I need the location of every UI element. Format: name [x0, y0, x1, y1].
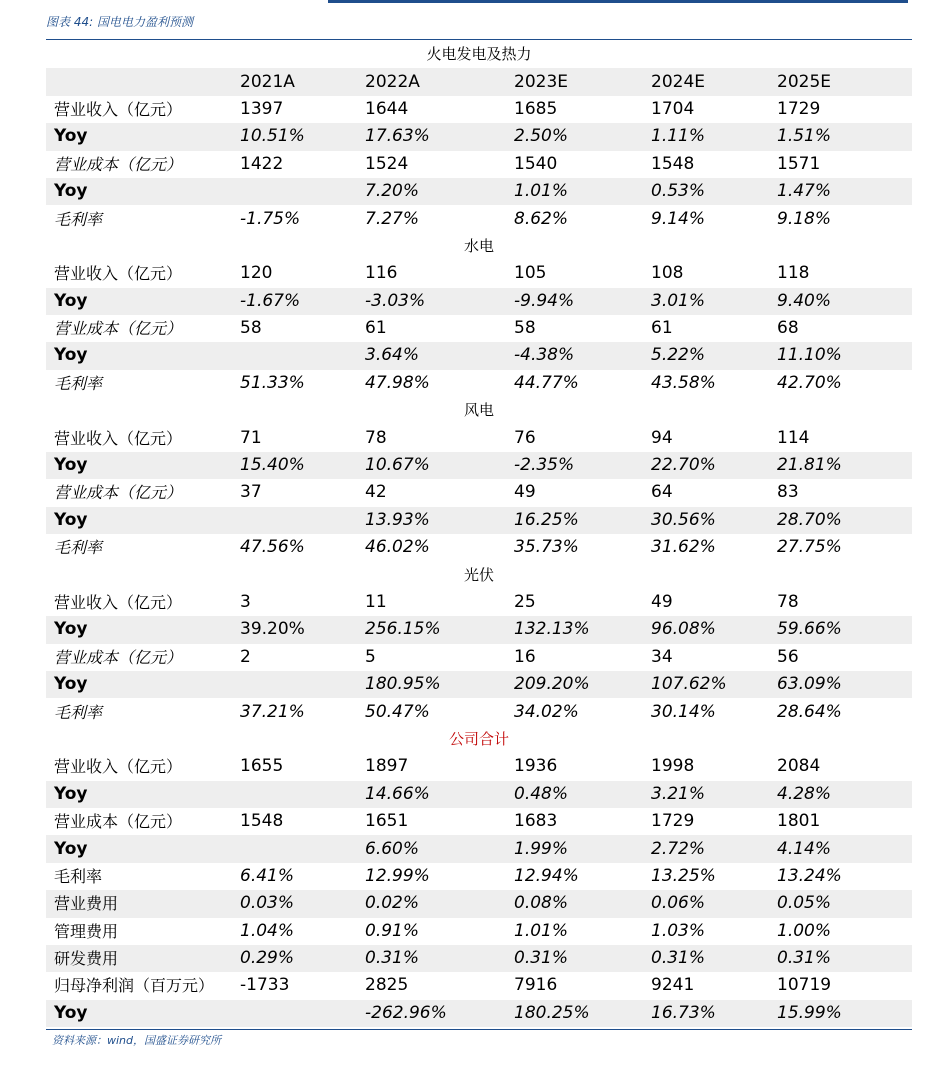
table-row: [46, 424, 912, 451]
value-cell: 118: [777, 263, 810, 284]
source-note: 资料来源：wind，国盛证券研究所: [52, 1034, 222, 1047]
table-row: [46, 342, 912, 369]
value-cell: 1.51%: [771, 123, 912, 150]
value-cell: 3.64%: [359, 342, 508, 369]
year-header-row: [46, 68, 912, 95]
row-label: Yoy: [46, 671, 234, 698]
value-cell: [234, 178, 359, 205]
table-row: [46, 918, 912, 945]
value-cell: 0.02%: [359, 890, 508, 917]
year-header: 2024E: [645, 68, 771, 95]
value-cell: 34.02%: [514, 701, 579, 722]
table-row: [46, 178, 912, 205]
section-title-row: [46, 233, 912, 260]
value-cell: 7916: [514, 975, 558, 996]
value-cell: 1548: [240, 811, 284, 832]
value-cell: 13.24%: [777, 865, 842, 886]
table-body: [46, 41, 912, 1027]
table-row: [46, 534, 912, 561]
top-accent-bar: [328, 0, 908, 3]
value-cell: 49: [514, 482, 536, 503]
row-label: 毛利率: [54, 866, 103, 886]
value-cell: 7.20%: [359, 178, 508, 205]
value-cell: 39.20%: [234, 616, 359, 643]
value-cell: 1644: [365, 98, 409, 119]
value-cell: 78: [365, 427, 387, 448]
row-label: 营业成本（亿元）: [54, 483, 183, 503]
value-cell: 42: [365, 482, 387, 503]
value-cell: 0.08%: [508, 890, 645, 917]
table-row: [46, 507, 912, 534]
value-cell: 13.93%: [359, 507, 508, 534]
value-cell: 61: [365, 318, 387, 339]
value-cell: 9.14%: [651, 208, 706, 229]
value-cell: 2084: [777, 756, 821, 777]
value-cell: 4.14%: [771, 835, 912, 862]
table-row: [46, 260, 912, 287]
row-label: 毛利率: [54, 538, 103, 558]
value-cell: 1936: [514, 756, 558, 777]
table-row: [46, 589, 912, 616]
value-cell: 13.25%: [651, 865, 716, 886]
value-cell: 47.98%: [365, 372, 430, 393]
table-row: [46, 205, 912, 232]
value-cell: 11: [365, 592, 387, 612]
value-cell: 1704: [651, 98, 695, 119]
value-cell: 7.27%: [365, 208, 420, 229]
table-row: [46, 698, 912, 725]
value-cell: 15.99%: [771, 1000, 912, 1027]
value-cell: 0.31%: [508, 945, 645, 972]
table-row: [46, 288, 912, 315]
table-row: [46, 890, 912, 917]
section-title: 火电发电及热力: [426, 45, 532, 64]
section-title-row: [46, 726, 912, 753]
row-label: 营业成本（亿元）: [54, 647, 183, 667]
table-row: [46, 96, 912, 123]
value-cell: 68: [777, 318, 799, 339]
section-title: 风电: [464, 401, 495, 420]
value-cell: 1998: [651, 756, 695, 777]
value-cell: 1540: [514, 153, 558, 174]
value-cell: 8.62%: [514, 208, 569, 229]
section-title: 光伏: [464, 565, 495, 584]
value-cell: 180.95%: [359, 671, 508, 698]
value-cell: 1.11%: [645, 123, 771, 150]
value-cell: -2.35%: [508, 452, 645, 479]
table-bottom-rule: [46, 1029, 912, 1030]
value-cell: 0.48%: [508, 781, 645, 808]
value-cell: -4.38%: [508, 342, 645, 369]
value-cell: 78: [777, 592, 799, 612]
value-cell: 51.33%: [240, 372, 305, 393]
value-cell: 1.03%: [651, 920, 706, 941]
value-cell: 76: [514, 427, 536, 448]
value-cell: 21.81%: [771, 452, 912, 479]
value-cell: 9.40%: [771, 288, 912, 315]
value-cell: 50.47%: [365, 701, 430, 722]
value-cell: 209.20%: [508, 671, 645, 698]
value-cell: 37: [240, 482, 262, 503]
value-cell: 1729: [777, 98, 821, 119]
value-cell: 25: [514, 592, 536, 612]
value-cell: [234, 507, 359, 534]
value-cell: 64: [651, 482, 673, 503]
value-cell: 58: [240, 318, 262, 339]
value-cell: 107.62%: [645, 671, 771, 698]
value-cell: 44.77%: [514, 372, 579, 393]
value-cell: 1729: [651, 811, 695, 832]
value-cell: 1801: [777, 811, 821, 832]
value-cell: 27.75%: [777, 537, 842, 558]
row-label: 毛利率: [54, 373, 103, 393]
value-cell: 6.41%: [240, 865, 295, 886]
row-label: 营业收入（亿元）: [54, 428, 183, 448]
value-cell: 3: [240, 592, 251, 612]
row-label: Yoy: [46, 288, 234, 315]
table-row: [46, 644, 912, 671]
value-cell: 0.31%: [645, 945, 771, 972]
year-header: 2022A: [359, 68, 508, 95]
row-label: Yoy: [46, 1000, 234, 1027]
value-cell: 0.05%: [771, 890, 912, 917]
value-cell: 0.31%: [359, 945, 508, 972]
value-cell: 2: [240, 646, 251, 667]
value-cell: -1733: [240, 975, 290, 996]
row-label: 毛利率: [54, 702, 103, 722]
value-cell: 5: [365, 646, 376, 667]
value-cell: 12.94%: [514, 865, 579, 886]
table-row: [46, 863, 912, 890]
year-header: 2023E: [508, 68, 645, 95]
year-header: 2021A: [234, 68, 359, 95]
value-cell: [234, 342, 359, 369]
value-cell: 1651: [365, 811, 409, 832]
value-cell: 1.01%: [508, 178, 645, 205]
row-label: Yoy: [46, 616, 234, 643]
value-cell: 1397: [240, 98, 284, 119]
section-title: 水电: [464, 236, 495, 255]
value-cell: 114: [777, 427, 810, 448]
value-cell: 2.50%: [508, 123, 645, 150]
value-cell: -1.75%: [240, 208, 301, 229]
value-cell: 2.72%: [645, 835, 771, 862]
row-label: 营业收入（亿元）: [54, 99, 183, 119]
value-cell: 116: [365, 263, 398, 284]
value-cell: 1.99%: [508, 835, 645, 862]
table-row: [46, 616, 912, 643]
row-label: 营业收入（亿元）: [54, 593, 183, 612]
value-cell: 5.22%: [645, 342, 771, 369]
value-cell: 1683: [514, 811, 558, 832]
value-cell: 30.56%: [645, 507, 771, 534]
value-cell: 49: [651, 592, 673, 612]
row-label: 营业收入（亿元）: [54, 264, 183, 284]
value-cell: 10.67%: [359, 452, 508, 479]
table-row: [46, 808, 912, 835]
value-cell: 1685: [514, 98, 558, 119]
value-cell: 31.62%: [651, 537, 716, 558]
value-cell: 105: [514, 263, 547, 284]
value-cell: 6.60%: [359, 835, 508, 862]
value-cell: 15.40%: [234, 452, 359, 479]
value-cell: 3.01%: [645, 288, 771, 315]
value-cell: 30.14%: [651, 701, 716, 722]
table-row: [46, 123, 912, 150]
row-label: Yoy: [46, 835, 234, 862]
value-cell: 63.09%: [771, 671, 912, 698]
table-row: [46, 151, 912, 178]
value-cell: 1.00%: [777, 920, 832, 941]
value-cell: 47.56%: [240, 537, 305, 558]
value-cell: 4.28%: [771, 781, 912, 808]
row-label: 营业成本（亿元）: [54, 154, 183, 174]
value-cell: 1655: [240, 756, 284, 777]
value-cell: 11.10%: [771, 342, 912, 369]
table-row: [46, 452, 912, 479]
value-cell: [234, 835, 359, 862]
value-cell: 61: [651, 318, 673, 339]
value-cell: 1.01%: [514, 920, 569, 941]
value-cell: -9.94%: [508, 288, 645, 315]
table-row: [46, 781, 912, 808]
value-cell: -262.96%: [359, 1000, 508, 1027]
value-cell: 83: [777, 482, 799, 503]
value-cell: 12.99%: [365, 865, 430, 886]
value-cell: 37.21%: [240, 701, 305, 722]
value-cell: 120: [240, 263, 273, 284]
section-title: 公司合计: [449, 729, 510, 748]
value-cell: 108: [651, 263, 684, 284]
value-cell: 1.04%: [240, 920, 295, 941]
table-row: [46, 972, 912, 999]
value-cell: 3.21%: [645, 781, 771, 808]
value-cell: 94: [651, 427, 673, 448]
table-row: [46, 945, 912, 972]
row-label: Yoy: [46, 781, 234, 808]
value-cell: 9.18%: [777, 208, 832, 229]
table-row: [46, 671, 912, 698]
value-cell: 16.25%: [508, 507, 645, 534]
value-cell: 17.63%: [359, 123, 508, 150]
figure-caption: 图表 44: 国电电力盈利预测: [46, 15, 193, 29]
value-cell: 46.02%: [365, 537, 430, 558]
table-row: [46, 1000, 912, 1027]
table-row: [46, 835, 912, 862]
value-cell: 1422: [240, 153, 284, 174]
value-cell: [234, 1000, 359, 1027]
profit-forecast-table: [46, 41, 912, 1027]
value-cell: 71: [240, 427, 262, 448]
value-cell: 35.73%: [514, 537, 579, 558]
value-cell: 1897: [365, 756, 409, 777]
value-cell: 34: [651, 646, 673, 667]
value-cell: 0.29%: [234, 945, 359, 972]
row-label: Yoy: [46, 178, 234, 205]
value-cell: 132.13%: [508, 616, 645, 643]
row-label: 营业收入（亿元）: [54, 757, 183, 777]
value-cell: 10719: [777, 975, 832, 996]
row-label: 归母净利润（百万元）: [54, 976, 215, 996]
row-label: 营业成本（亿元）: [54, 319, 183, 339]
section-title-row: [46, 41, 912, 68]
row-label: Yoy: [46, 342, 234, 369]
value-cell: [234, 781, 359, 808]
value-cell: 2825: [365, 975, 409, 996]
value-cell: 56: [777, 646, 799, 667]
value-cell: 1548: [651, 153, 695, 174]
value-cell: 1.47%: [771, 178, 912, 205]
row-label: Yoy: [46, 507, 234, 534]
row-label: Yoy: [46, 123, 234, 150]
value-cell: -3.03%: [359, 288, 508, 315]
value-cell: 9241: [651, 975, 695, 996]
value-cell: 0.31%: [771, 945, 912, 972]
value-cell: 1524: [365, 153, 409, 174]
value-cell: 96.08%: [645, 616, 771, 643]
value-cell: -1.67%: [234, 288, 359, 315]
value-cell: 14.66%: [359, 781, 508, 808]
value-cell: 28.70%: [771, 507, 912, 534]
row-label: 管理费用: [54, 921, 119, 941]
value-cell: 43.58%: [651, 372, 716, 393]
value-cell: 28.64%: [777, 701, 842, 722]
value-cell: 0.53%: [645, 178, 771, 205]
year-header: 2025E: [771, 68, 912, 95]
value-cell: 58: [514, 318, 536, 339]
value-cell: 59.66%: [771, 616, 912, 643]
table-row: [46, 315, 912, 342]
row-label: Yoy: [46, 452, 234, 479]
value-cell: [234, 671, 359, 698]
row-label: 毛利率: [54, 209, 103, 229]
value-cell: 180.25%: [508, 1000, 645, 1027]
value-cell: 16: [514, 646, 536, 667]
table-row: [46, 753, 912, 780]
value-cell: 42.70%: [777, 372, 842, 393]
header-blank-cell: [46, 68, 234, 95]
row-label: 研发费用: [46, 945, 234, 972]
value-cell: 10.51%: [234, 123, 359, 150]
table-top-rule: [46, 39, 912, 40]
value-cell: 22.70%: [645, 452, 771, 479]
value-cell: 16.73%: [645, 1000, 771, 1027]
section-title-row: [46, 561, 912, 588]
value-cell: 0.03%: [234, 890, 359, 917]
value-cell: 0.06%: [645, 890, 771, 917]
row-label: 营业费用: [46, 890, 234, 917]
table-row: [46, 479, 912, 506]
value-cell: 256.15%: [359, 616, 508, 643]
row-label: 营业成本（亿元）: [54, 812, 183, 832]
table-row: [46, 370, 912, 397]
value-cell: 1571: [777, 153, 821, 174]
value-cell: 0.91%: [365, 920, 420, 941]
section-title-row: [46, 397, 912, 424]
